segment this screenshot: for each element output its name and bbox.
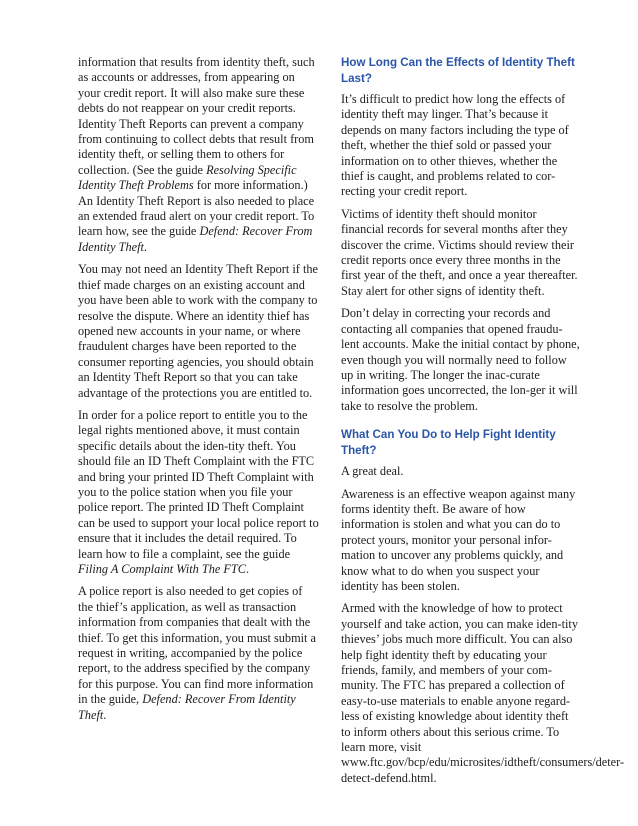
text-run: .: [245, 562, 250, 576]
guide-title-defend-recover: Defend: Recover From Identity Theft: [78, 692, 296, 722]
left-column: [78, 55, 320, 730]
text-run: .: [143, 239, 147, 254]
right-column: [341, 55, 625, 793]
guide-title-defend-recover: Defend: Recover From Identity Theft: [78, 224, 313, 254]
section-heading-help-fight: What Can You Do to Help Fight Identity Theft?: [341, 428, 556, 458]
text-run: In order for a police report to entitle you to the legal rights mentioned above, it must contain specific details about the iden-tity theft. You should file an ID Theft Complaint with the FTC and bring your printed ID Theft Complaint with you to the police station when you file your police report. The printed ID Theft Complaint can be used to support your local police report to ensure that it includes the detail required. To learn how to file a complaint, see the guide: [78, 407, 319, 561]
guide-title-filing-complaint: Filing A Complaint With The FTC: [78, 562, 246, 576]
paragraph-difficult-to-predict: It’s difficult to predict how long the effects of identity theft may linger. That’s because it depends on many factors including the type of theft, whether the thief sold or passed your information on to other thieves, whether the thief is caught, and problems related to cor-recting your credit report.: [341, 92, 569, 199]
section-heading-effects-duration: How Long Can the Effects of Identity Theft Last?: [341, 56, 575, 85]
text-run: A police report is also needed to get copies of the thief’s application, as well as transaction information from companies that dealt with the thief. To get this information, you must submit a request in writing, accompanied by the police report, to the address specified by the company for this purpose. You can find more information in the guide,: [78, 584, 316, 707]
paragraph-report-benefits: [78, 55, 320, 255]
guide-title-resolving-problems: Resolving Specific Identity Theft Problems: [78, 162, 297, 193]
paragraph-armed-with-knowledge: Armed with the knowledge of how to protect yourself and take action, you can make iden-tity thieves’ jobs much more difficult. You can also help fight identity theft by educating your friends, family, and members of your com-munity. The FTC has prepared a collection of easy-to-use materials to enable anyone regard-less of existing knowledge about identity theft to inform others about this serious crime. To learn more, visit www.ftc.gov/bcp/edu/microsites/idtheft/consumers/deter-detect-defend.html.: [341, 601, 625, 785]
text-run: for more information.) An Identity Theft Report is also needed to place an extended fraud alert on your credit report. To learn how, see the guide: [78, 178, 315, 239]
paragraph-awareness: Awareness is an effective weapon against many forms identity theft. Be aware of how information is stolen and what you can do to protect yours, monitor your personal infor-mation to uncover any problems quickly, and know what to do when you suspect your identity has been stolen.: [341, 486, 576, 593]
paragraph-may-not-need-report: You may not need an Identity Theft Report if the thief made charges on an existing account and you have been able to work with the company to resolve the dispute. Where an identity thief has opened new accounts in your name, or where fraudulent charges have been reported to the consumer reporting agencies, you should obtain an Identity Theft Report so that you can take advantage of the protections you are entitled to.: [78, 262, 318, 400]
paragraph-police-report-copies: [78, 584, 320, 723]
paragraph-police-report-details: [78, 408, 320, 577]
paragraph-great-deal: A great deal.: [341, 464, 404, 479]
text-run: information that results from identity theft, such as accounts or addresses, from appearing on your credit report. It will also make sure these debts do not reappear on your credit reports. Identity Theft Reports can prevent a company from continuing to collect debts that result from identity theft, or selling them to others for collection. (See the guide: [78, 55, 315, 177]
text-run: .: [103, 707, 107, 722]
paragraph-monitor-records: Victims of identity theft should monitor financial records for several months after they discover the crime. Victims should review their credit reports once every three months in the first year of the theft, and once a year thereafter. Stay alert for other signs of identity theft.: [341, 206, 578, 298]
paragraph-dont-delay: Don’t delay in correcting your records and contacting all companies that opened fraudu-lent accounts. Make the initial contact by phone, even though you will normally need to follow up in writing. The longer the inac-curate information goes uncorrected, the lon-ger it will take to resolve the problem.: [341, 306, 580, 413]
